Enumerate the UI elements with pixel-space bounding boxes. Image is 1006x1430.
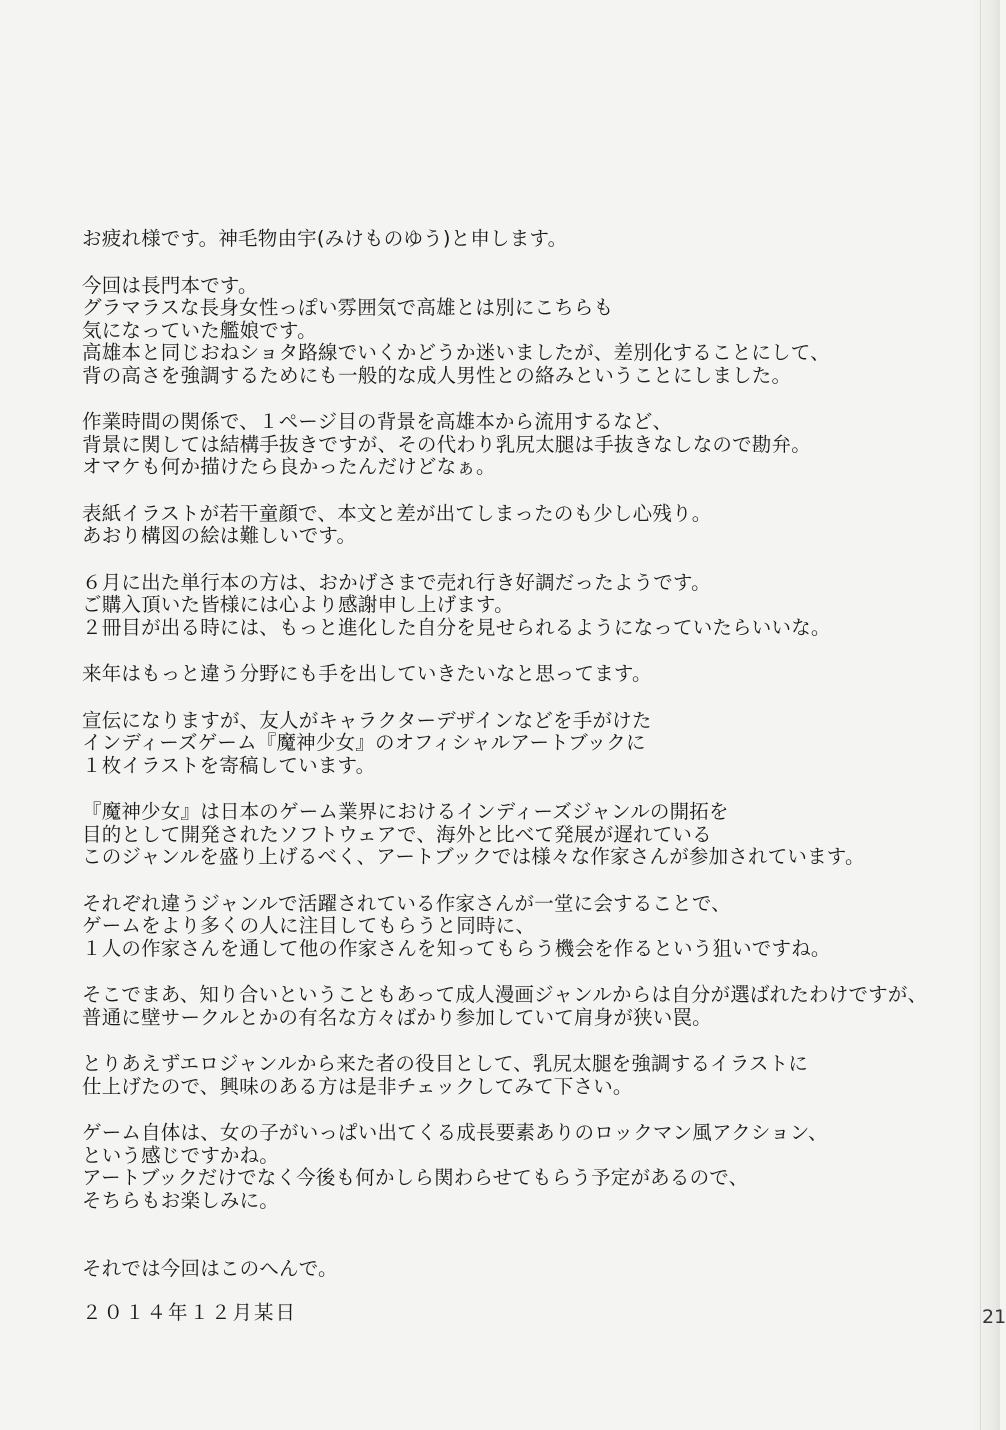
text-line: 仕上げたので、興味のある方は是非チェックしてみて下さい。 — [82, 1074, 633, 1098]
text-line: １枚イラストを寄稿しています。 — [82, 753, 376, 777]
paragraph-illustration — [82, 1053, 942, 1098]
paragraph-selected — [82, 984, 942, 1029]
paragraph-greeting — [82, 228, 942, 251]
text-line: ２冊目が出る時には、もっと進化した自分を見せられるようになっていたらいいな。 — [82, 615, 831, 639]
date-line: ２０１４年１２月某日 — [82, 1301, 298, 1324]
text-line: それぞれ違うジャンルで活躍されている作家さんが一堂に会することで、 — [82, 891, 731, 915]
paragraph-closing — [82, 1258, 942, 1281]
text-line: ゲーム自体は、女の子がいっぱい出てくる成長要素ありのロックマン風アクション、 — [82, 1121, 828, 1144]
text-line: 高雄本と同じおねショタ路線でいくかどうか迷いましたが、差別化することにして、 — [82, 341, 830, 364]
page-edge — [972, 0, 1006, 1430]
text-line: 今回は長門本です。 — [82, 273, 258, 297]
text-line: 背景に関しては結構手抜きですが、その代わり乳尻太腿は手抜きなしなので勘弁。 — [82, 432, 811, 456]
paragraph-cover — [82, 503, 942, 548]
text-line: インディーズゲーム『魔神少女』のオフィシャルアートブックに — [82, 731, 646, 754]
text-line: １人の作家さんを通して他の作家さんを知ってもらう機会を作るという狙いですね。 — [82, 936, 831, 960]
text-line: そちらもお楽しみに。 — [82, 1188, 280, 1212]
paragraph-nagato — [82, 275, 942, 388]
text-line: オマケも何か描けたら良かったんだけどなぁ。 — [82, 455, 496, 478]
text-line: ６月に出た単行本の方は、おかげさまで売れ行き好調だったようです。 — [82, 570, 711, 594]
text-line: アートブックだけでなく今後も何かしら関わらせてもらう予定があるので、 — [82, 1166, 749, 1189]
paragraph-work-time — [82, 411, 942, 479]
text-line: あおり構図の絵は難しいです。 — [82, 524, 357, 547]
paragraph-game — [82, 1122, 942, 1212]
text-line: という感じですかね。 — [82, 1143, 280, 1167]
paragraph-artists — [82, 893, 942, 961]
text-line: それでは今回はこのへんで。 — [82, 1257, 338, 1280]
paragraph-next-year — [82, 663, 942, 686]
text-line: このジャンルを盛り上げるべく、アートブックでは様々な作家さんが参加されています。 — [82, 845, 865, 868]
text-line: 気になっていた艦娘です。 — [82, 318, 317, 342]
text-line: 来年はもっと違う分野にも手を出していきたいなと思ってます。 — [82, 662, 652, 685]
afterword-text — [82, 228, 942, 1281]
paragraph-promotion — [82, 710, 942, 778]
page-number: 21 — [982, 1306, 1006, 1328]
text-line: 背の高さを強調するためにも一般的な成人男性との絡みということにしました。 — [82, 363, 792, 387]
paragraph-majin-shoujo — [82, 801, 942, 869]
text-line: ゲームをより多くの人に注目してもらうと同時に、 — [82, 914, 536, 937]
text-line: グラマラスな長身女性っぽい雰囲気で高雄とは別にこちらも — [82, 296, 614, 319]
text-line: 宣伝になりますが、友人がキャラクターデザインなどを手がけた — [82, 708, 652, 732]
text-line: 『魔神少女』は日本のゲーム業界におけるインディーズジャンルの開拓を — [82, 800, 729, 823]
text-line: お疲れ様です。神毛物由宇(みけものゆう)と申します。 — [82, 227, 568, 250]
text-line: 目的として開発されたソフトウェアで、海外と比べて発展が遅れている — [82, 822, 712, 846]
text-line: とりあえずエロジャンルから来た者の役目として、乳尻太腿を強調するイラストに — [82, 1052, 809, 1075]
text-line: そこでまあ、知り合いということもあって成人漫画ジャンルからは自分が選ばれたわけですが、 — [82, 983, 928, 1006]
text-line: 作業時間の関係で、１ページ目の背景を高雄本から流用するなど、 — [82, 410, 673, 433]
text-line: 普通に壁サークルとかの有名な方々ばかり参加していて肩身が狭い罠。 — [82, 1005, 712, 1029]
paragraph-tankobon — [82, 572, 942, 640]
text-line: ご購入頂いた皆様には心より感謝申し上げます。 — [82, 593, 514, 616]
text-line: 表紙イラストが若干童顔で、本文と差が出てしまったのも少し心残り。 — [82, 501, 712, 525]
